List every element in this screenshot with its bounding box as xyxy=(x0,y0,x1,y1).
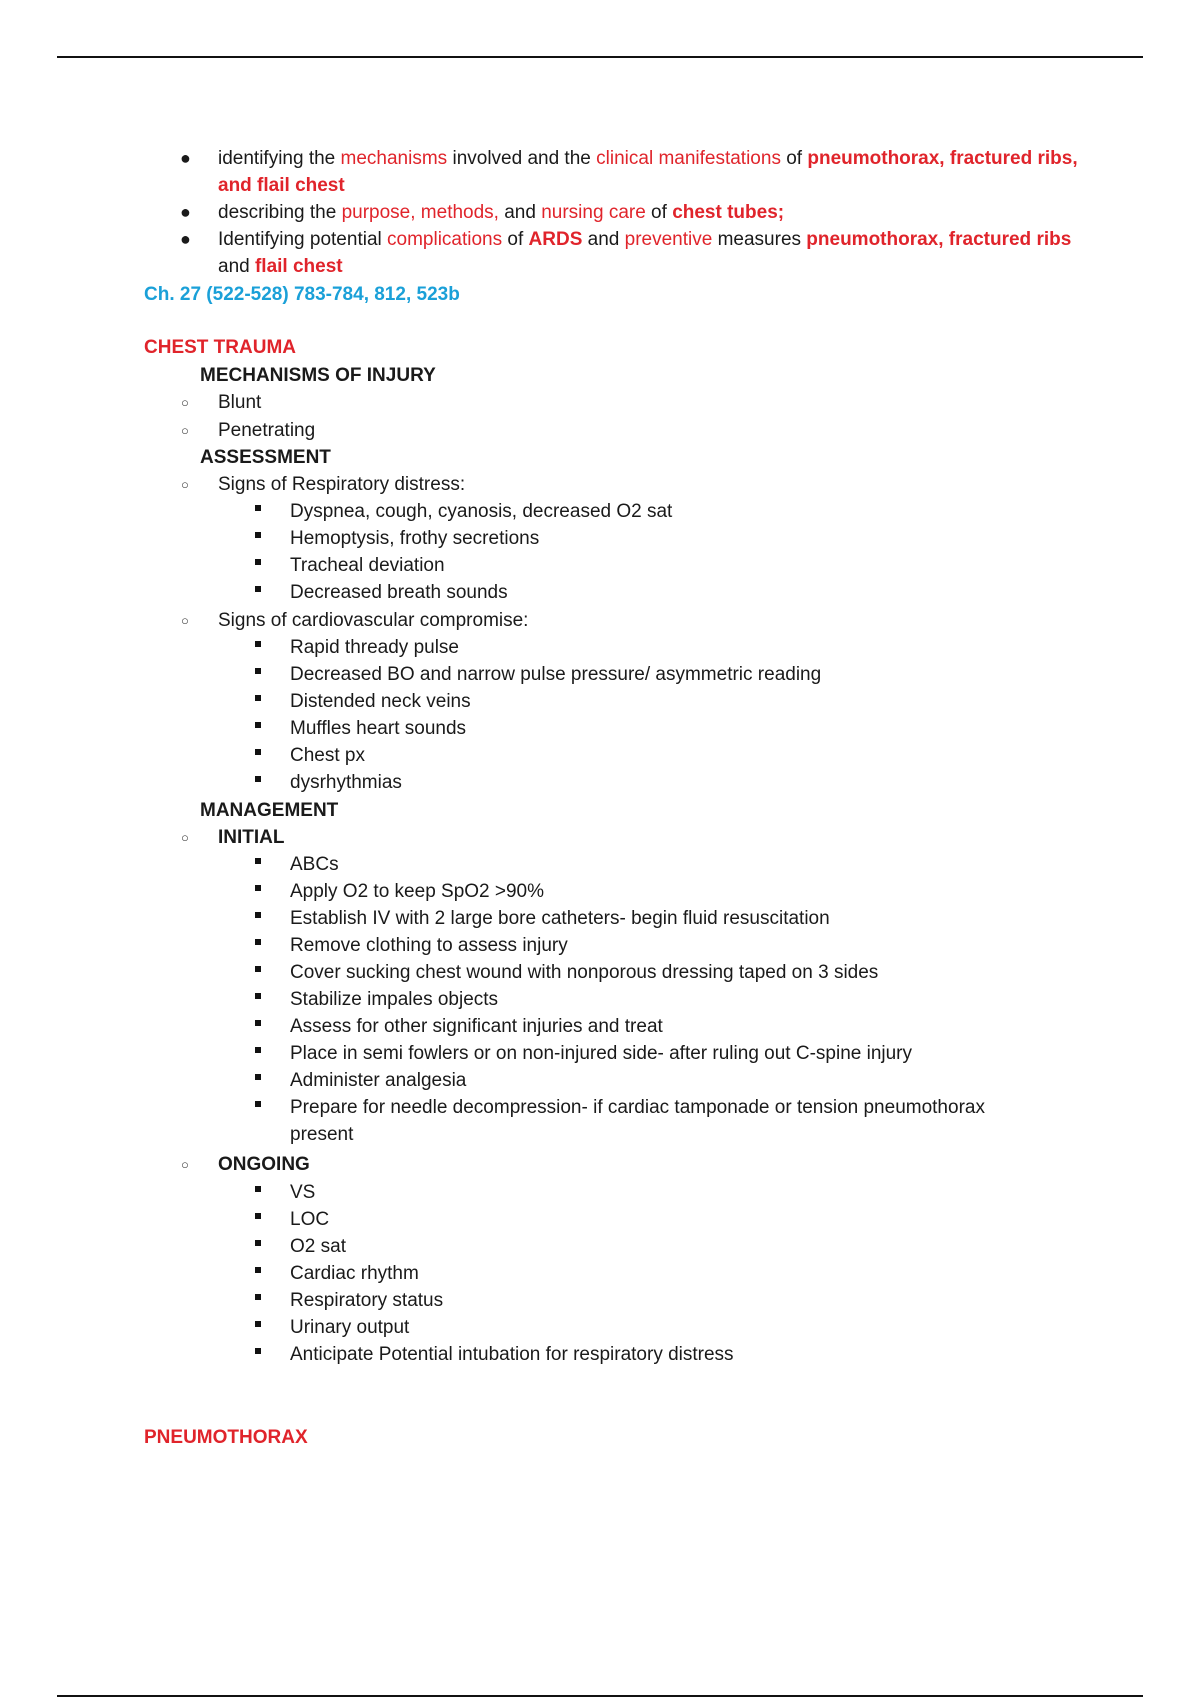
management-heading: MANAGEMENT xyxy=(200,800,339,821)
cardiovascular-sign-item: Decreased BO and narrow pulse pressure/ asymmetric reading xyxy=(290,664,822,685)
initial-step: Place in semi fowlers or on non-injured side- after ruling out C-spine injury xyxy=(290,1043,913,1064)
objective-text: involved and the xyxy=(447,148,597,169)
ongoing-item: Urinary output xyxy=(290,1317,410,1338)
objective-highlight: complications xyxy=(387,229,503,250)
ongoing-label: ONGOING xyxy=(218,1154,310,1175)
square-bullet-icon xyxy=(255,586,261,592)
square-bullet-icon xyxy=(255,695,261,701)
objective-item xyxy=(180,145,1100,199)
respiratory-sign-item: Hemoptysis, frothy secretions xyxy=(290,528,540,549)
square-bullet-icon xyxy=(255,1321,261,1327)
objective-keyword: flail chest xyxy=(254,256,343,277)
ongoing-item: Respiratory status xyxy=(290,1290,444,1311)
footer-rule xyxy=(57,1695,1143,1697)
objective-keyword: pneumothorax, fractured ribs, and flail chest xyxy=(218,148,1078,196)
initial-step: Cover sucking chest wound with nonporous dressing taped on 3 sides xyxy=(290,962,879,983)
objective-highlight: preventive xyxy=(624,229,713,250)
square-bullet-icon xyxy=(255,1240,261,1246)
square-bullet-icon xyxy=(255,1348,261,1354)
objective-keyword: pneumothorax, fractured ribs xyxy=(806,229,1072,250)
square-bullet-icon xyxy=(255,966,261,972)
objective-text: and xyxy=(582,229,625,250)
cardiovascular-signs-label: Signs of cardiovascular compromise: xyxy=(218,610,529,631)
respiratory-signs-label: Signs of Respiratory distress: xyxy=(218,474,466,495)
square-bullet-icon xyxy=(255,722,261,728)
section-heading-pneumothorax: PNEUMOTHORAX xyxy=(144,1427,308,1448)
objective-text: of xyxy=(502,229,529,250)
square-bullet-icon xyxy=(255,668,261,674)
cardiovascular-sign-item: Rapid thready pulse xyxy=(290,637,459,658)
objective-highlight: nursing care xyxy=(541,202,646,223)
ongoing-item: VS xyxy=(290,1182,316,1203)
square-bullet-icon xyxy=(255,559,261,565)
objective-highlight: clinical manifestations xyxy=(596,148,781,169)
square-bullet-icon xyxy=(255,532,261,538)
square-bullet-icon xyxy=(255,1186,261,1192)
square-bullet-icon xyxy=(255,993,261,999)
section-heading-chest-trauma: CHEST TRAUMA xyxy=(144,337,296,358)
objective-text: describing the xyxy=(218,202,342,223)
respiratory-sign-item: Dyspnea, cough, cyanosis, decreased O2 sat xyxy=(290,501,673,522)
ongoing-item: Anticipate Potential intubation for respiratory distress xyxy=(290,1344,734,1365)
cardiovascular-sign-item: Chest px xyxy=(290,745,365,766)
bullet-icon: ● xyxy=(180,229,191,249)
square-bullet-icon xyxy=(255,776,261,782)
respiratory-sign-item: Decreased breath sounds xyxy=(290,582,508,603)
square-bullet-icon xyxy=(255,641,261,647)
objective-item xyxy=(180,199,1100,226)
objective-highlight: purpose, methods, xyxy=(341,202,499,223)
initial-step-continuation: present xyxy=(290,1124,354,1145)
square-bullet-icon xyxy=(255,858,261,864)
objective-text: and xyxy=(498,202,542,223)
mechanism-item: Blunt xyxy=(218,392,262,413)
initial-step: Administer analgesia xyxy=(290,1070,467,1091)
header-rule xyxy=(57,56,1143,58)
initial-step: Establish IV with 2 large bore catheters- begin fluid resuscitation xyxy=(290,908,830,929)
bullet-icon: ● xyxy=(180,202,191,222)
mechanism-item: Penetrating xyxy=(218,420,316,441)
square-bullet-icon xyxy=(255,505,261,511)
square-bullet-icon xyxy=(255,1101,261,1107)
ongoing-item: O2 sat xyxy=(290,1236,346,1257)
square-bullet-icon xyxy=(255,1294,261,1300)
square-bullet-icon xyxy=(255,939,261,945)
initial-step: Assess for other significant injuries and treat xyxy=(290,1016,663,1037)
square-bullet-icon xyxy=(255,1020,261,1026)
circle-bullet-icon: ○ xyxy=(181,613,189,628)
initial-step: Apply O2 to keep SpO2 >90% xyxy=(290,881,545,902)
objective-text: of xyxy=(780,148,808,169)
circle-bullet-icon: ○ xyxy=(181,477,189,492)
objectives-list xyxy=(180,145,1100,280)
objective-keyword: chest tubes; xyxy=(672,202,785,223)
objective-text: measures xyxy=(712,229,807,250)
square-bullet-icon xyxy=(255,1074,261,1080)
square-bullet-icon xyxy=(255,912,261,918)
square-bullet-icon xyxy=(255,1047,261,1053)
initial-step: Stabilize impales objects xyxy=(290,989,499,1010)
objective-highlight: mechanisms xyxy=(340,148,448,169)
circle-bullet-icon: ○ xyxy=(181,830,189,845)
square-bullet-icon xyxy=(255,749,261,755)
initial-step: Prepare for needle decompression- if cardiac tamponade or tension pneumothorax xyxy=(290,1097,985,1118)
initial-step: ABCs xyxy=(290,854,339,875)
chapter-reference: Ch. 27 (522-528) 783-784, 812, 523b xyxy=(144,284,460,305)
initial-label: INITIAL xyxy=(218,827,285,848)
respiratory-sign-item: Tracheal deviation xyxy=(290,555,445,576)
circle-bullet-icon: ○ xyxy=(181,423,189,438)
square-bullet-icon xyxy=(255,885,261,891)
objective-item xyxy=(180,226,1100,280)
objective-text: and xyxy=(218,256,255,277)
objective-keyword: ARDS xyxy=(528,229,583,250)
initial-step: Remove clothing to assess injury xyxy=(290,935,568,956)
objective-text: identifying the xyxy=(218,148,341,169)
square-bullet-icon xyxy=(255,1267,261,1273)
cardiovascular-sign-item: Distended neck veins xyxy=(290,691,471,712)
objective-text: of xyxy=(645,202,673,223)
bullet-icon: ● xyxy=(180,148,191,168)
mechanisms-heading: MECHANISMS OF INJURY xyxy=(200,365,436,386)
ongoing-item: LOC xyxy=(290,1209,330,1230)
circle-bullet-icon: ○ xyxy=(181,1157,189,1172)
square-bullet-icon xyxy=(255,1213,261,1219)
assessment-heading: ASSESSMENT xyxy=(200,447,331,468)
ongoing-item: Cardiac rhythm xyxy=(290,1263,419,1284)
circle-bullet-icon: ○ xyxy=(181,395,189,410)
objective-text: Identifying potential xyxy=(218,229,388,250)
cardiovascular-sign-item: Muffles heart sounds xyxy=(290,718,467,739)
cardiovascular-sign-item: dysrhythmias xyxy=(290,772,402,793)
